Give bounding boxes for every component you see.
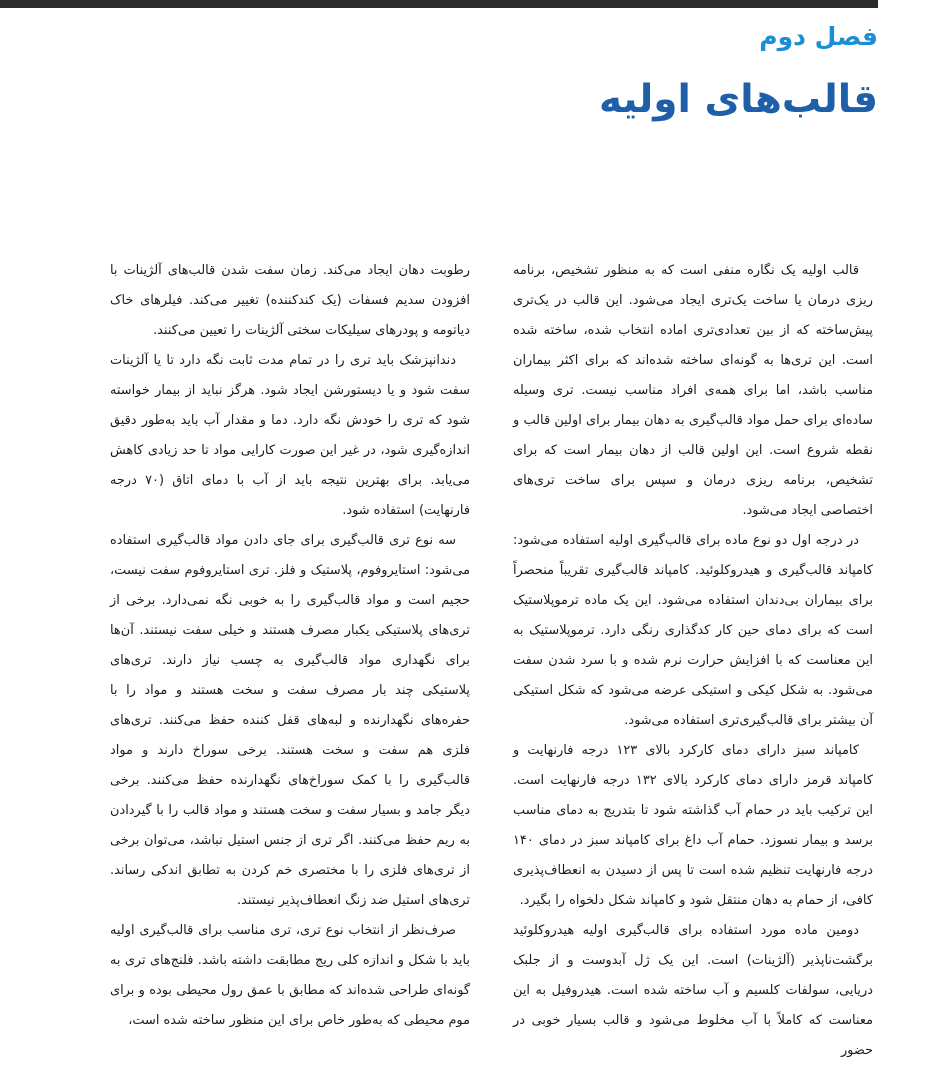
chapter-label: فصل دوم [759, 22, 878, 51]
paragraph: در درجه اول دو نوع ماده برای قالب‌گیری اولیه استفاده می‌شود: کامپاند قالب‌گیری و هیدروکلوئید. کامپاند قالب‌گیری تقریباً منحصراً برای بیماران بی‌دندان استفاده می‌شود. این یک ماده ترموپلاستیک است که برای دمای حین کار کدگذاری رنگی دارد. ترموپلاستیک به این معناست که با افزایش حرارت نرم شده و با سرد شدن سفت می‌شود. به شکل کیکی و استیکی عرضه می‌شود که شکل استیکی آن بیشتر برای قالب‌گیری‌تری استفاده می‌شود. [513, 533, 873, 728]
top-bar [0, 0, 878, 8]
paragraph: سه نوع تری قالب‌گیری برای جای دادن مواد قالب‌گیری استفاده می‌شود: استایروفوم، پلاستیک و فلز. تری استایروفوم سفت نیست، حجیم است و مواد قالب‌گیری را به خوبی نگه نمی‌دارد. برخی از تری‌های پلاستیکی یکبار مصرف هستند و خیلی سفت نیستند. آن‌ها برای نگهداری مواد قالب‌گیری به چسب نیاز دارند. تری‌های پلاستیکی چند بار مصرف سفت و سخت هستند و مواد را با حفره‌های نگهدارنده و لبه‌های قفل کننده حفظ می‌کنند. تری‌های فلزی هم سفت و سخت هستند. برخی سوراخ دارند و مواد قالب‌گیری را با کمک سوراخ‌های نگهدارنده حفظ می‌کنند. برخی دیگر جامد و بسیار سفت و سخت هستند و مواد قالب را با گیردادن به ریم حفظ می‌کنند. اگر تری از جنس استیل نباشد، می‌توان برخی از تری‌های فلزی را با مختصری خم کردن به تطابق اندکی رساند. تری‌های استیل ضد زنگ انعطاف‌پذیر نیستند. [110, 533, 470, 908]
chapter-title: قالب‌های اولیه [599, 77, 878, 122]
paragraph: دندانپزشک باید تری را در تمام مدت ثابت نگه دارد تا یا آلژینات سفت شود و یا دیستورشن ایجاد شود. هرگز نباید از بیمار خواسته شود که تری را خودش نگه دارد. دما و مقدار آب باید به‌طور دقیق اندازه‌گیری شود، در غیر این صورت کارایی مواد تا حد زیادی کاهش می‌یابد. برای بهترین نتیجه باید از آب با دمای اتاق (۷۰ درجه فارنهایت) استفاده شود. [110, 353, 470, 518]
paragraph: دومین ماده مورد استفاده برای قالب‌گیری اولیه هیدروکلوئید برگشت‌ناپذیر (آلژینات) است. این یک ژل آبدوست و از جلبک دریایی، سولفات کلسیم و آب ساخته شده است. هیدروفیل به این معناست که کاملاً با آب مخلوط می‌شود و قالب بسیار خوبی در حضور [513, 923, 873, 1058]
paragraph: قالب اولیه یک نگاره منفی است که به منظور تشخیص، برنامه ریزی درمان یا ساخت یک‌تری ایجاد می‌شود. این قالب در یک‌تری پیش‌ساخته که از بین تعدادی‌تری اماده انتخاب شده، ساخته شده است. این تری‌ها به گونه‌ای ساخته شده‌اند که برای اکثر بیماران مناسب باشد، اما برای همه‌ی افراد مناسب نیست. تری وسیله ساده‌ای برای حمل مواد قالب‌گیری به دهان بیمار برای اولین قالب و نقطه شروع است. این اولین قالب از دهان بیمار است که برای تشخیص، برنامه ریزی درمان و سپس برای ساخت تری‌های اختصاصی ایجاد می‌شود. [513, 263, 873, 518]
paragraph: صرف‌نظر از انتخاب نوع تری، تری مناسب برای قالب‌گیری اولیه باید با شکل و اندازه کلی ریج مطابقت داشته باشد. فلنج‌های تری به گونه‌ای طراحی شده‌اند که مطابق با عمق رول محیطی بوده و برای موم محیطی که به‌طور خاص برای این منظور ساخته شده است، [110, 923, 470, 1028]
paragraph: کامپاند سبز دارای دمای کارکرد بالای ۱۲۳ درجه فارنهایت و کامپاند قرمز دارای دمای کارکرد بالای ۱۳۲ درجه فارنهایت است. این ترکیب باید در حمام آب گذاشته شود تا بتدریج به دمای مناسب برسد و بیمار نسوزد. حمام آب داغ برای کامپاند سبز در دمای ۱۴۰ درجه فارنهایت تنظیم شده است تا پس از دسیدن به انعطاف‌پذیری کافی، از حمام به دهان منتقل شود و کامپاند شکل دلخواه را بگیرد. [513, 743, 873, 908]
left-column [110, 256, 470, 1036]
right-column [513, 256, 873, 1066]
paragraph: رطوبت دهان ایجاد می‌کند. زمان سفت شدن قالب‌های آلژینات با افزودن سدیم فسفات (یک کندکننده) تغییر می‌کند. فیلرهای خاک دیاتومه و پودرهای سیلیکات سختی آلژینات را تعیین می‌کنند. [110, 263, 470, 338]
